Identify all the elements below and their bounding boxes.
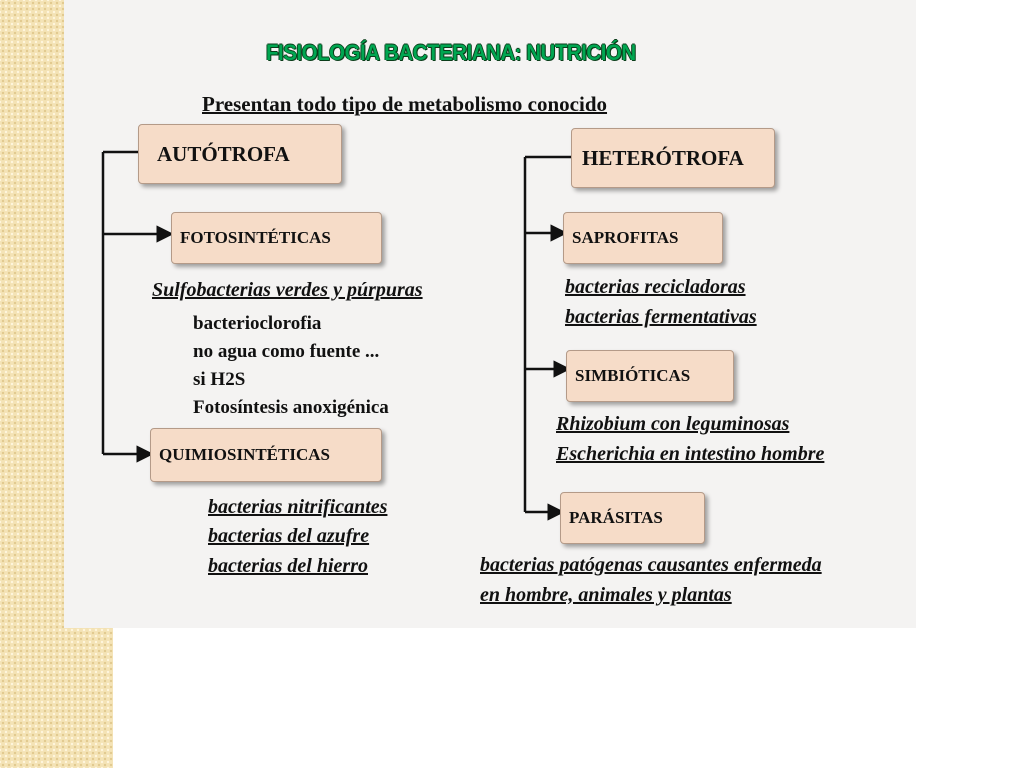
quimiosinteticas-label: QUIMIOSINTÉTICAS	[159, 445, 330, 464]
fotosinteticas-heading: Sulfobacterias verdes y púrpuras	[152, 279, 423, 301]
simbioticas-box	[566, 350, 734, 402]
quimiosinteticas-box	[150, 428, 382, 482]
parasitas-example: en hombre, animales y plantas	[480, 584, 732, 606]
heterotrofa-box	[571, 128, 775, 188]
saprofitas-box	[563, 212, 723, 264]
quimiosinteticas-example: bacterias del azufre	[208, 525, 370, 547]
parasitas-label: PARÁSITAS	[569, 508, 663, 527]
fotosinteticas-detail: no agua como fuente ...	[193, 341, 380, 362]
simbioticas-example: Escherichia en intestino hombre	[556, 443, 825, 465]
fotosinteticas-detail: si H2S	[193, 369, 246, 390]
saprofitas-label: SAPROFITAS	[572, 228, 679, 247]
autotrofa-box	[138, 124, 342, 184]
quimiosinteticas-example: bacterias del hierro	[208, 555, 368, 577]
saprofitas-example: bacterias fermentativas	[565, 306, 757, 328]
fotosinteticas-detail: Fotosíntesis anoxigénica	[193, 397, 389, 418]
fotosinteticas-box	[171, 212, 382, 264]
parasitas-example: bacterias patógenas causantes enfermeda	[480, 554, 822, 576]
fotosinteticas-detail: bacterioclorofia	[193, 313, 322, 334]
simbioticas-example: Rhizobium con leguminosas	[556, 413, 790, 435]
page-title: FISIOLOGÍA BACTERIANA: NUTRICIÓN	[266, 40, 636, 65]
saprofitas-example: bacterias recicladoras	[565, 276, 746, 298]
parasitas-box	[560, 492, 705, 544]
autotrofa-label: AUTÓTROFA	[157, 141, 290, 166]
quimiosinteticas-example: bacterias nitrificantes	[208, 496, 388, 518]
simbioticas-label: SIMBIÓTICAS	[575, 366, 691, 385]
fotosinteticas-label: FOTOSINTÉTICAS	[180, 228, 331, 247]
heterotrofa-label: HETERÓTROFA	[582, 145, 744, 170]
subtitle: Presentan todo tipo de metabolismo conocido	[202, 92, 608, 116]
